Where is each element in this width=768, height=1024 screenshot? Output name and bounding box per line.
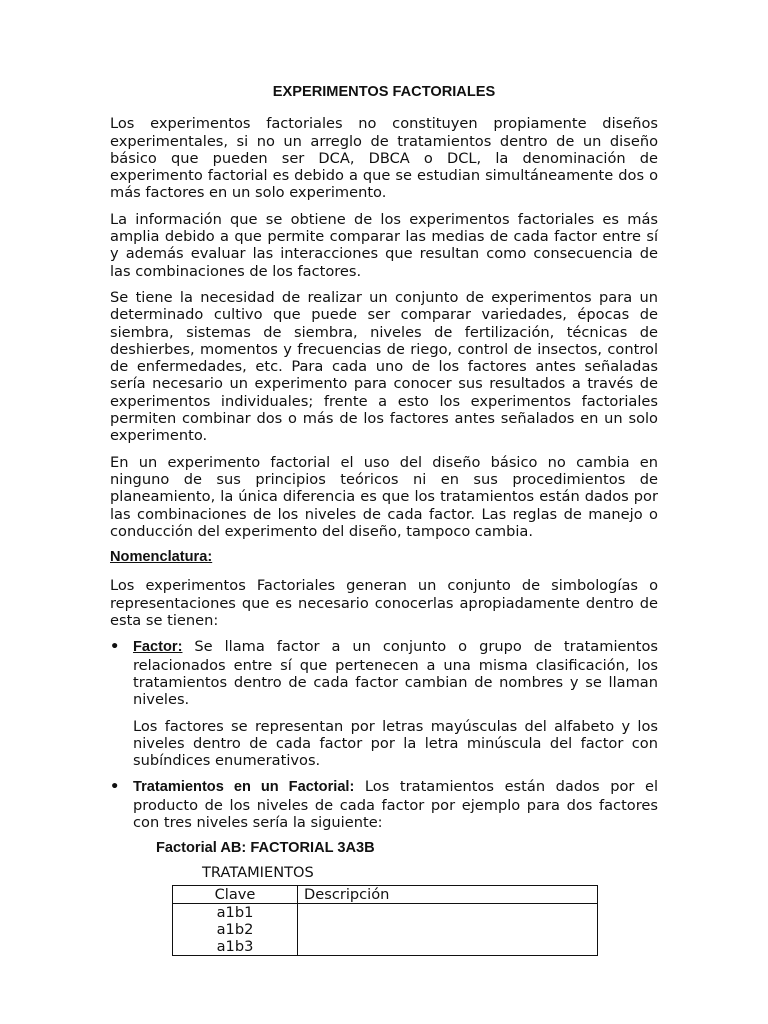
- page-title: EXPERIMENTOS FACTORIALES: [272, 84, 496, 100]
- table-header-row: [173, 885, 598, 903]
- clave-value: a1b1: [216, 903, 254, 921]
- nomenclatura-heading: Nomenclatura:: [110, 549, 213, 566]
- paragraph-informacion: La información que se obtiene de los experimentos factoriales es más amplia debido a que permite comparar las medias de cada factor entre sí y además evaluar las interacciones que resultan como consecuencia de las combinaciones de los factores.: [110, 210, 658, 280]
- factor-sub-paragraph: Los factores se representan por letras mayúsculas del alfabeto y los niveles dentro de cada factor por la letra minúscula del factor con subíndices enumerativos.: [133, 717, 658, 770]
- paragraph-diseno-basico: En un experimento factorial el uso del diseño básico no cambia en ninguno de sus principios teóricos ni en sus procedimientos de planeamiento, la única diferencia es que los tratamientos están dados por las combinaciones de los niveles de cada factor. Las reglas de manejo o conducción del experimento del diseño, tampoco cambia.: [110, 453, 658, 540]
- bullet-dot: •: [110, 778, 120, 796]
- header-clave: Clave: [173, 885, 298, 903]
- paragraph-necesidad: Se tiene la necesidad de realizar un conjunto de experimentos para un determinado cultivo que puede ser comparar variedades, épocas de siembra, sistemas de siembra, niveles de fertilización, técnicas de deshierbes, momentos y frecuencias de riego, control de insectos, control de enfermedades, etc. Para cada uno de los factores antes señaladas sería necesario un experimento para conocer sus resultados a través de experimentos individuales; frente a esto los experimentos factoriales permiten combinar dos o más de los factores antes señalados en un solo experimento.: [110, 288, 658, 445]
- factor-text: Se llama factor a un conjunto o grupo de tratamientos relacionados entre sí que pertenecen a una misma clasificación, los tratamientos dentro de cada factor cambian de nombres y se llaman niveles.: [133, 638, 658, 709]
- clave-value: a1b2: [216, 920, 254, 938]
- descripcion-cell: [298, 903, 598, 955]
- clave-cell: [173, 903, 298, 955]
- factor-term: Factor:: [133, 639, 183, 656]
- bullet-factor: [110, 638, 658, 708]
- tratamientos-label: TRATAMIENTOS: [202, 863, 314, 881]
- bullet-dot: •: [110, 638, 120, 656]
- clave-value: a1b3: [216, 937, 254, 955]
- nomenclatura-intro: Los experimentos Factoriales generan un conjunto de simbologías o representaciones que es necesario conocerlas apropiadamente dentro de esta se tienen:: [110, 577, 658, 630]
- document-body: [110, 84, 658, 956]
- tratamientos-table: [172, 885, 598, 956]
- table-row: [173, 903, 598, 955]
- factorial-label: Factorial AB: FACTORIAL 3A3B: [156, 840, 375, 857]
- bullet-tratamientos: [110, 778, 658, 831]
- tratamientos-term: Tratamientos en un Factorial:: [133, 779, 355, 796]
- header-descripcion: Descripción: [298, 885, 598, 903]
- paragraph-intro: Los experimentos factoriales no constituyen propiamente diseños experimentales, si no un arreglo de tratamientos dentro de un diseño básico que pueden ser DCA, DBCA o DCL, la denominación de experimento factorial es debido a que se estudian simultáneamente dos o más factores en un solo experimento.: [110, 115, 658, 202]
- tratamientos-text: Los tratamientos están dados por el producto de los niveles de cada factor por ejemplo para dos factores con tres niveles sería la siguiente:: [133, 778, 659, 831]
